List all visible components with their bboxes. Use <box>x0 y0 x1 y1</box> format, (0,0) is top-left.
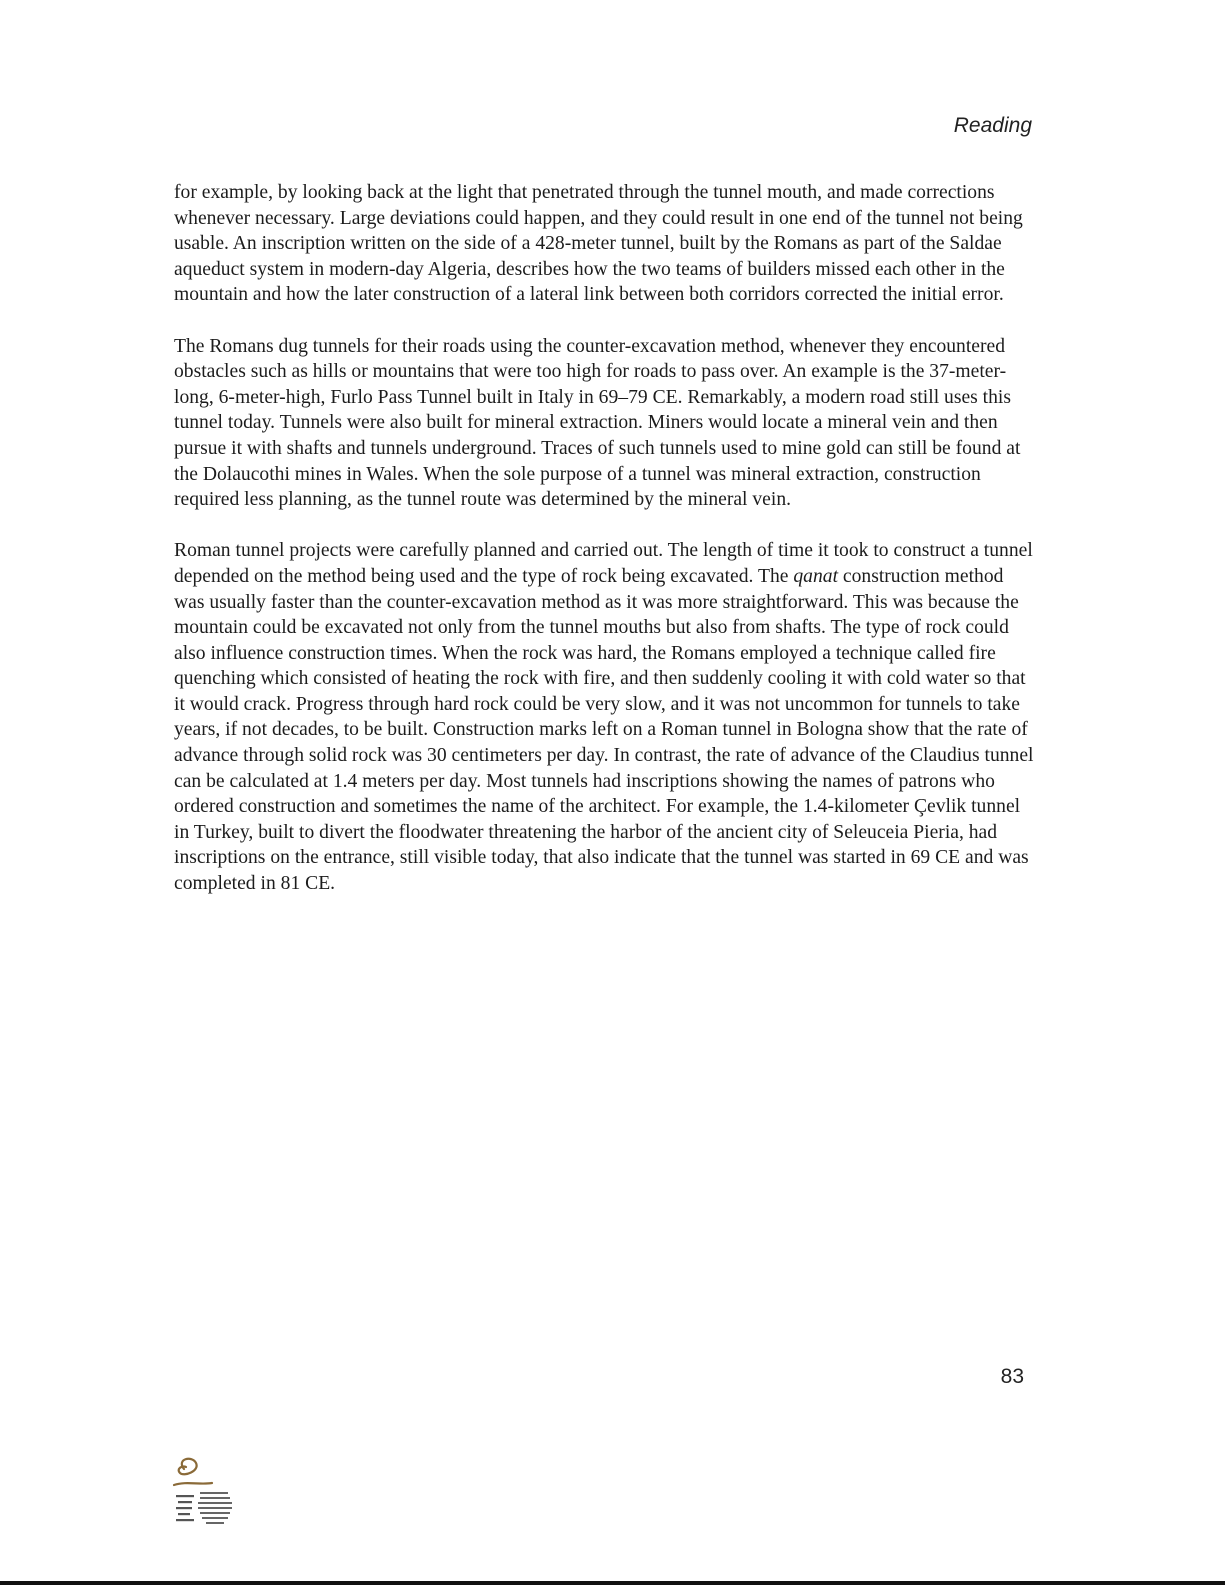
running-header: Reading <box>953 114 1032 137</box>
qanat-term: qanat <box>793 565 839 587</box>
bottom-rule <box>0 1581 1225 1585</box>
paragraph-2: The Romans dug tunnels for their roads using the counter-excavation method, whenever they encountered obstacles such as hills or mountains that were too high for roads to pass over. An example is the 37-meter-long, 6-meter-high, Furlo Pass Tunnel built in Italy in 69–79 CE. Remarkably, a modern road still uses this tunnel today. Tunnels were also built for mineral extraction. Miners would locate a mineral vein and then pursue it with shafts and tunnels underground. Traces of such tunnels used to mine gold can still be found at the Dolaucothi mines in Wales. When the sole purpose of a tunnel was mineral extraction, construction required less planning, as the tunnel route was determined by the mineral vein. <box>174 335 1021 511</box>
paragraph-3-rest: construction method was usually faster than the counter-excavation method as it was more straightforward. This was because the mountain could be excavated not only from the tunnel mouths but also from shafts. The type of rock could also influence construction times. When the rock was hard, the Romans employed a technique called fire quenching which consisted of heating the rock with fire, and then suddenly cooling it with cold water so that it would crack. Progress through hard rock could be very slow, and it was not uncommon for tunnels to take years, if not decades, to be built. Construction marks left on a Roman tunnel in Bologna show that the rate of advance through solid rock was 30 centimeters per day. In contrast, the rate of advance of the Claudius tunnel can be calculated at 1.4 meters per day. Most tunnels had inscriptions showing the names of patrons who ordered construction and sometimes the name of the architect. For example, the 1.4-kilometer Çevlik tunnel in Turkey, built to divert the floodwater threatening the harbor of the ancient city of Seleuceia Pieria, had inscriptions on the entrance, still visible today, that also indicate that the tunnel was started in 69 CE and was completed in 81 CE. <box>174 565 1034 895</box>
page-number: 83 <box>1000 1365 1024 1388</box>
paragraph-3-start: Roman tunnel projects were carefully planned and carried out. The length of time it took to construct a tunnel depended on the method being used and the type of rock being excavated. The <box>174 540 1033 587</box>
paragraph-1: for example, by looking back at the light that penetrated through the tunnel mouth, and made corrections whenever necessary. Large deviations could happen, and they could result in one end of the tunnel not being usable. An inscription written on the side of a 428-meter tunnel, built by the Romans as part of the Saldae aqueduct system in modern-day Algeria, describes how the two teams of builders missed each other in the mountain and how the later construction of a lateral link between both corridors corrected the initial error. <box>174 182 1023 306</box>
paragraph-3 <box>174 538 1034 896</box>
body-text <box>174 180 1034 922</box>
publisher-logo-icon <box>170 1455 236 1533</box>
